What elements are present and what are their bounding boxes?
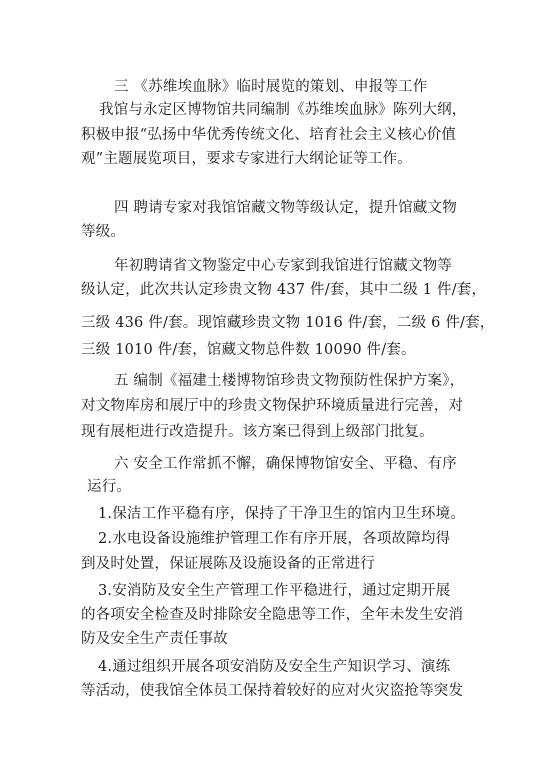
section-6-heading-continuation: 运行。 bbox=[87, 479, 132, 495]
section-5-paragraph-line: 对文物库房和展厅中的珍贵文物保护环境质量进行完善，对 bbox=[81, 398, 464, 414]
section-6-item-line: 2.水电设备设施维护管理工作有序开展，各项故障均得 bbox=[98, 531, 451, 547]
section-6-item-line: 1.保洁工作平稳有序，保持了干净卫生的馆内卫生环境。 bbox=[98, 506, 466, 522]
section-4-heading-continuation: 等级。 bbox=[81, 224, 126, 240]
section-6-item-line: 3.安消防及安全生产管理工作平稳进行，通过定期开展 bbox=[98, 583, 451, 599]
section-4-paragraph-line: 三级 436 件/套。现馆藏珍贵文物 1016 件/套，二级 6 件/套， bbox=[81, 315, 495, 331]
section-6-item-line: 到及时处置，保证展陈及设施设备的正常进行 bbox=[81, 556, 375, 572]
section-4-heading: 四 聘请专家对我馆馆藏文物等级认定，提升馆藏文物 bbox=[114, 200, 457, 216]
section-5-paragraph-line: 现有展柜进行改造提升。该方案已得到上级部门批复。 bbox=[81, 424, 434, 440]
section-6-item-line: 的各项安全检查及时排除安全隐患等工作，全年未发生安消 bbox=[81, 607, 464, 623]
section-3-heading: 三 《苏维埃血脉》临时展览的策划、申报等工作 bbox=[114, 79, 428, 95]
section-6-item-line: 防及安全生产责任事故 bbox=[81, 631, 228, 647]
section-6-item-line: 等活动，使我馆全体员工保持着较好的应对火灾盗抢等突发 bbox=[81, 683, 464, 699]
section-6-item-line: 4.通过组织开展各项安消防及安全生产知识学习、演练 bbox=[98, 659, 451, 675]
section-4-paragraph-line: 级认定，此次共认定珍贵文物 437 件/套，其中二级 1 件/套， bbox=[81, 282, 487, 298]
section-3-paragraph-line: 观”主题展览项目，要求专家进行大纲论证等工作。 bbox=[81, 151, 413, 167]
section-3-paragraph-line: 积极申报“弘扬中华优秀传统文化、培育社会主义核心价值 bbox=[81, 127, 457, 143]
section-4-paragraph-line: 三级 1010 件/套，馆藏文物总件数 10090 件/套。 bbox=[81, 342, 416, 358]
section-3-paragraph-line: 我馆与永定区博物馆共同编制《苏维埃血脉》陈列大纲， bbox=[99, 102, 467, 118]
section-6-heading: 六 安全工作常抓不懈，确保博物馆安全、平稳、有序 bbox=[114, 456, 457, 472]
section-5-heading: 五 编制《福建土楼博物馆珍贵文物预防性保护方案》， bbox=[114, 373, 465, 389]
section-4-paragraph-line: 年初聘请省文物鉴定中心专家到我馆进行馆藏文物等 bbox=[114, 258, 453, 274]
